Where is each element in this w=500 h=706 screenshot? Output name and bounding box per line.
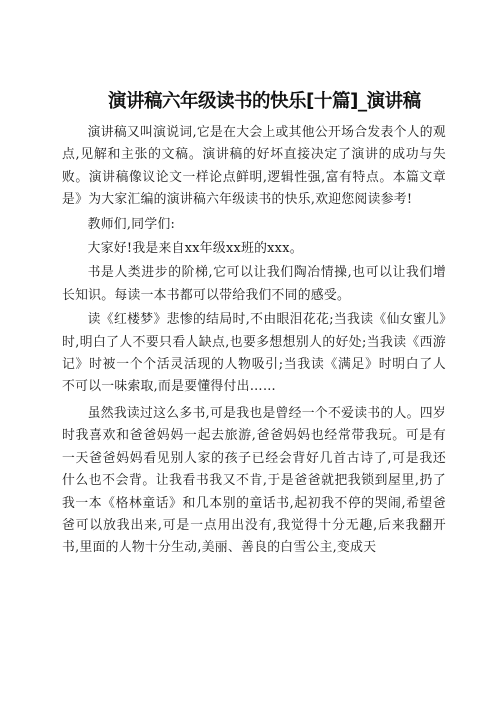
document-body (62, 122, 446, 562)
self-intro-paragraph: 大家好!我是来自xx年级xx班的xxx。 (87, 241, 303, 257)
greeting-paragraph: 教师们,同学们: (87, 216, 176, 232)
body-paragraph: 虽然我读过这么多书,可是我也是曾经一个不爱读书的人。四岁时我喜欢和爸爸妈妈一起去旅游,爸爸妈妈也经常带我玩。可是有一天爸爸妈妈看见别人家的孩子已经会背好几首古诗了,可是我还什么也不会背。让我看书我又不肯,于是爸爸就把我锁到屋里,扔了我一本《格林童话》和几本别的童话书,起初我不停的哭闹,希望爸爸可以放我出来,可是一点用出没有,我觉得十分无趣,后来我翻开书,里面的人物十分生动,美丽、善良的白雪公主,变成天 (62, 405, 446, 556)
document-title: 演讲稿六年级读书的快乐[十篇]_演讲稿 (108, 91, 421, 112)
body-paragraph: 书是人类进步的阶梯,它可以让我们陶冶情操,也可以让我们增长知识。每读一本书都可以带给我们不同的感受。 (62, 265, 446, 303)
body-paragraph: 读《红楼梦》悲惨的结局时,不由眼泪花花;当我读《仙女蜜儿》时,明白了人不要只看人缺点,也要多想想别人的好处;当我读《西游记》时被一个个活灵活现的人物吸引;当我读《满足》时明白了人不可以一味索取,而是要懂得付出…… (62, 312, 446, 395)
intro-paragraph: 演讲稿又叫演说词,它是在大会上或其他公开场合发表个人的观点,见解和主张的文稿。演讲稿的好坏直接决定了演讲的成功与失败。演讲稿像议论文一样论点鲜明,逻辑性强,富有特点。本篇文章是》为大家汇编的演讲稿六年级读书的快乐,欢迎您阅读参考! (62, 125, 446, 208)
